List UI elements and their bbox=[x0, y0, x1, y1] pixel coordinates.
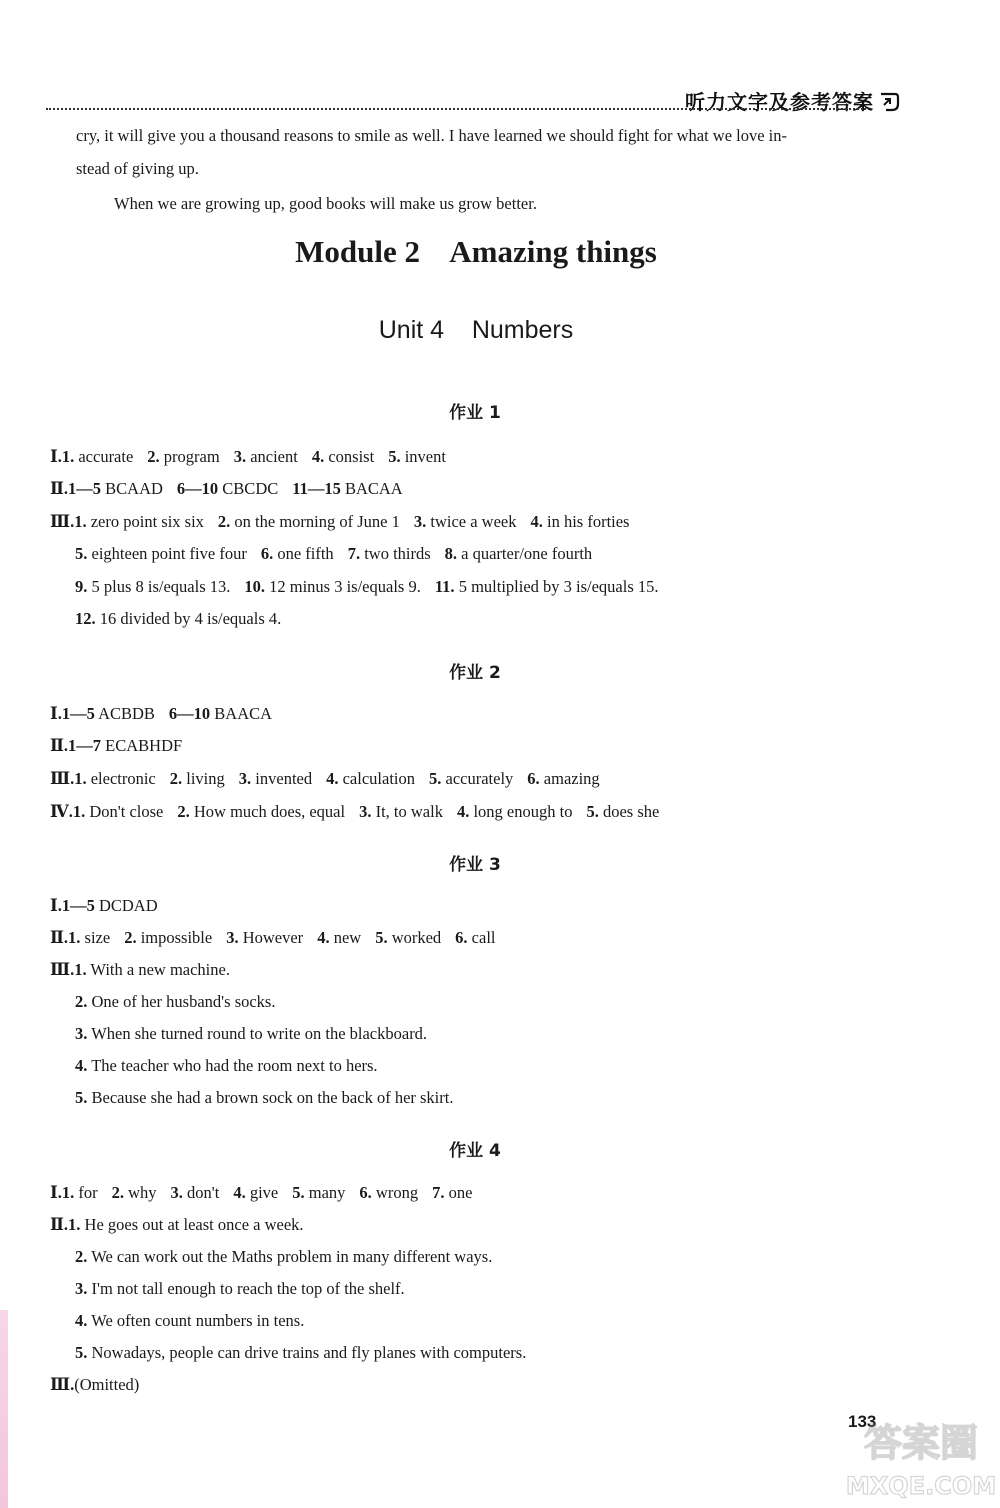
item-number: 6. bbox=[455, 928, 468, 947]
item-answer: The teacher who had the room next to hers. bbox=[91, 1056, 378, 1075]
item-answer: two thirds bbox=[364, 544, 431, 563]
homework-3-title: 作业 3 bbox=[449, 855, 501, 875]
item-answer: eighteen point five four bbox=[91, 544, 247, 563]
item-answer: We can work out the Maths problem in many different ways. bbox=[91, 1247, 493, 1266]
item-answer: Because she had a brown sock on the back of her skirt. bbox=[91, 1088, 454, 1107]
item-answer: With a new machine. bbox=[90, 960, 230, 979]
roman-numeral: Ⅲ. bbox=[50, 769, 75, 788]
item-number: 1—5 bbox=[61, 704, 95, 723]
item-number: 11—15 bbox=[292, 479, 341, 498]
item-number: 6. bbox=[260, 544, 274, 563]
item-number: 6—10 bbox=[168, 704, 211, 723]
page-number: 133 bbox=[848, 1412, 877, 1431]
item-number: 5. bbox=[388, 447, 401, 466]
item-answer: does she bbox=[602, 802, 660, 821]
item-number: 2. bbox=[217, 512, 231, 531]
hw3-section-3-line-3 bbox=[75, 1024, 427, 1044]
header-title bbox=[685, 86, 900, 118]
item-number: 5. bbox=[75, 1088, 88, 1107]
item-number: 9. bbox=[75, 577, 88, 596]
watermark-logo bbox=[846, 1410, 996, 1502]
item-answer: 5 plus 8 is/equals 13. bbox=[91, 577, 231, 596]
item-number: 8. bbox=[444, 544, 458, 563]
item-answer: ACBDB bbox=[98, 704, 155, 723]
item-number: 6. bbox=[527, 769, 540, 788]
item-number: 2. bbox=[124, 928, 137, 947]
item-answer: calculation bbox=[342, 769, 415, 788]
item-answer: invent bbox=[404, 447, 446, 466]
item-answer: Don't close bbox=[89, 802, 164, 821]
item-number: 1—5 bbox=[61, 896, 95, 915]
item-answer: program bbox=[163, 447, 220, 466]
hw1-section-1 bbox=[50, 447, 446, 467]
passage-line-3: When we are growing up, good books will make us grow better. bbox=[114, 194, 537, 213]
watermark-line-2: MXQE.COM bbox=[846, 1472, 996, 1500]
item-number: 2. bbox=[169, 769, 183, 788]
item-answer: BACAA bbox=[344, 479, 403, 498]
item-answer: don't bbox=[187, 1183, 220, 1202]
hw4-section-2-line-4 bbox=[75, 1311, 304, 1331]
item-answer: consist bbox=[328, 447, 375, 466]
item-number: 5. bbox=[292, 1183, 305, 1202]
item-answer: When she turned round to write on the blackboard. bbox=[91, 1024, 428, 1043]
item-answer: new bbox=[333, 928, 362, 947]
hw1-section-3-line-3 bbox=[75, 577, 659, 597]
item-number: 1. bbox=[61, 1183, 75, 1202]
roman-numeral: Ⅰ. bbox=[50, 704, 62, 723]
item-number: 1. bbox=[72, 802, 86, 821]
item-answer: twice a week bbox=[430, 512, 517, 531]
item-answer: ancient bbox=[250, 447, 298, 466]
item-answer: accurate bbox=[78, 447, 134, 466]
item-number: 3. bbox=[75, 1279, 88, 1298]
item-number: 7. bbox=[347, 544, 361, 563]
item-answer: 12 minus 3 is/equals 9. bbox=[269, 577, 421, 596]
item-number: 5. bbox=[375, 928, 388, 947]
roman-numeral: Ⅲ. bbox=[50, 1375, 75, 1394]
item-number: 5. bbox=[586, 802, 599, 821]
item-number: 3. bbox=[413, 512, 427, 531]
item-number: 6—10 bbox=[176, 479, 219, 498]
hw1-section-3 bbox=[50, 512, 629, 532]
homework-4-title: 作业 4 bbox=[449, 1141, 501, 1161]
hw2-section-2 bbox=[50, 736, 182, 756]
item-answer: accurately bbox=[445, 769, 514, 788]
hw3-section-1 bbox=[50, 896, 158, 916]
item-answer: many bbox=[308, 1183, 346, 1202]
hw4-section-2-line-2 bbox=[75, 1247, 492, 1267]
watermark-line-1: 答案圈 bbox=[863, 1421, 979, 1465]
item-answer: zero point six six bbox=[90, 512, 204, 531]
roman-numeral: Ⅱ. bbox=[50, 928, 69, 947]
item-number: 5. bbox=[75, 1343, 88, 1362]
item-answer: a quarter/one fourth bbox=[461, 544, 593, 563]
item-number: 1. bbox=[74, 512, 87, 531]
item-number: 4. bbox=[317, 928, 330, 947]
item-number: 4. bbox=[75, 1311, 88, 1330]
passage-line-2: stead of giving up. bbox=[76, 159, 199, 178]
item-answer: DCDAD bbox=[98, 896, 158, 915]
homework-1-title: 作业 1 bbox=[449, 403, 501, 423]
roman-numeral: Ⅰ. bbox=[50, 447, 62, 466]
hw2-section-1 bbox=[50, 704, 272, 724]
item-number: 7. bbox=[432, 1183, 445, 1202]
homework-2-title: 作业 2 bbox=[449, 663, 501, 683]
corner-arrow-icon bbox=[878, 91, 900, 118]
item-number: 4. bbox=[233, 1183, 246, 1202]
item-number: 11. bbox=[434, 577, 455, 596]
roman-numeral: Ⅰ. bbox=[50, 896, 62, 915]
item-answer: one bbox=[448, 1183, 473, 1202]
item-answer: (Omitted) bbox=[74, 1375, 140, 1394]
item-answer: ECABHDF bbox=[105, 736, 183, 755]
hw1-section-3-line-2 bbox=[75, 544, 592, 564]
item-answer: impossible bbox=[140, 928, 213, 947]
item-answer: Nowadays, people can drive trains and fly planes with computers. bbox=[91, 1343, 527, 1362]
item-number: 3. bbox=[359, 802, 372, 821]
hw2-section-4 bbox=[50, 802, 659, 822]
item-number: 5. bbox=[75, 544, 88, 563]
roman-numeral: Ⅳ. bbox=[50, 802, 73, 821]
item-answer: why bbox=[128, 1183, 157, 1202]
item-answer: living bbox=[186, 769, 225, 788]
item-answer: give bbox=[249, 1183, 279, 1202]
item-answer: He goes out at least once a week. bbox=[84, 1215, 304, 1234]
item-number: 2. bbox=[75, 992, 88, 1011]
item-answer: in his forties bbox=[546, 512, 630, 531]
item-number: 4. bbox=[311, 447, 325, 466]
hw3-section-3-line-4 bbox=[75, 1056, 378, 1076]
item-answer: It, to walk bbox=[375, 802, 443, 821]
item-number: 2. bbox=[75, 1247, 88, 1266]
item-answer: invented bbox=[255, 769, 313, 788]
item-answer: call bbox=[471, 928, 496, 947]
hw4-section-2-line-3 bbox=[75, 1279, 405, 1299]
item-number: 4. bbox=[326, 769, 339, 788]
item-number: 3. bbox=[170, 1183, 183, 1202]
hw2-section-3 bbox=[50, 769, 600, 789]
item-number: 1. bbox=[68, 1215, 81, 1234]
roman-numeral: Ⅲ. bbox=[50, 512, 75, 531]
item-answer: electronic bbox=[90, 769, 156, 788]
item-answer: worked bbox=[391, 928, 442, 947]
item-answer: on the morning of June 1 bbox=[234, 512, 400, 531]
item-number: 1. bbox=[61, 447, 75, 466]
item-number: 5. bbox=[429, 769, 442, 788]
passage-line-1: cry, it will give you a thousand reasons to smile as well. I have learned we should fight for what we love in- bbox=[76, 126, 787, 145]
item-number: 1. bbox=[74, 960, 87, 979]
hw4-section-2 bbox=[50, 1215, 304, 1235]
item-number: 2. bbox=[147, 447, 160, 466]
item-answer: CBCDC bbox=[222, 479, 279, 498]
item-number: 4. bbox=[456, 802, 470, 821]
item-number: 1. bbox=[74, 769, 87, 788]
item-answer: I'm not tall enough to reach the top of the shelf. bbox=[91, 1279, 405, 1298]
unit-title: Unit 4 Numbers bbox=[378, 316, 574, 344]
item-number: 4. bbox=[530, 512, 543, 531]
hw3-section-2 bbox=[50, 928, 496, 948]
item-answer: We often count numbers in tens. bbox=[91, 1311, 305, 1330]
item-number: 3. bbox=[233, 447, 247, 466]
item-number: 1—7 bbox=[68, 736, 102, 755]
roman-numeral: Ⅲ. bbox=[50, 960, 75, 979]
item-answer: amazing bbox=[543, 769, 600, 788]
item-number: 2. bbox=[111, 1183, 124, 1202]
hw4-section-2-line-5 bbox=[75, 1343, 526, 1363]
roman-numeral: Ⅱ. bbox=[50, 479, 69, 498]
item-answer: size bbox=[84, 928, 111, 947]
item-answer: 16 divided by 4 is/equals 4. bbox=[99, 609, 282, 628]
roman-numeral: Ⅱ. bbox=[50, 1215, 69, 1234]
item-answer: for bbox=[78, 1183, 98, 1202]
header-title-text: 听力文字及参考答案 bbox=[685, 90, 874, 114]
item-answer: one fifth bbox=[277, 544, 334, 563]
item-number: 3. bbox=[238, 769, 252, 788]
item-number: 1—5 bbox=[68, 479, 102, 498]
item-answer: long enough to bbox=[473, 802, 573, 821]
item-number: 6. bbox=[359, 1183, 372, 1202]
hw1-section-2 bbox=[50, 479, 403, 499]
item-number: 12. bbox=[75, 609, 96, 628]
item-answer: wrong bbox=[375, 1183, 419, 1202]
hw3-section-3-line-5 bbox=[75, 1088, 453, 1108]
item-answer: BCAAD bbox=[105, 479, 163, 498]
item-number: 2. bbox=[177, 802, 190, 821]
roman-numeral: Ⅱ. bbox=[50, 736, 69, 755]
hw3-section-3-line-2 bbox=[75, 992, 275, 1012]
item-number: 3. bbox=[75, 1024, 88, 1043]
item-answer: How much does, equal bbox=[193, 802, 346, 821]
item-number: 4. bbox=[75, 1056, 88, 1075]
module-title: Module 2 Amazing things bbox=[295, 234, 657, 269]
hw4-section-1 bbox=[50, 1183, 472, 1203]
hw4-section-3 bbox=[50, 1375, 139, 1395]
hw3-section-3 bbox=[50, 960, 230, 980]
item-answer: BAACA bbox=[214, 704, 273, 723]
roman-numeral: Ⅰ. bbox=[50, 1183, 62, 1202]
item-number: 1. bbox=[68, 928, 81, 947]
item-answer: 5 multiplied by 3 is/equals 15. bbox=[458, 577, 659, 596]
item-number: 10. bbox=[244, 577, 265, 596]
item-number: 3. bbox=[226, 928, 239, 947]
header-dotted-rule bbox=[46, 108, 866, 110]
hw1-section-3-line-4 bbox=[75, 609, 281, 629]
item-answer: However bbox=[242, 928, 304, 947]
page-edge-strip bbox=[0, 1310, 8, 1508]
item-answer: One of her husband's socks. bbox=[91, 992, 276, 1011]
